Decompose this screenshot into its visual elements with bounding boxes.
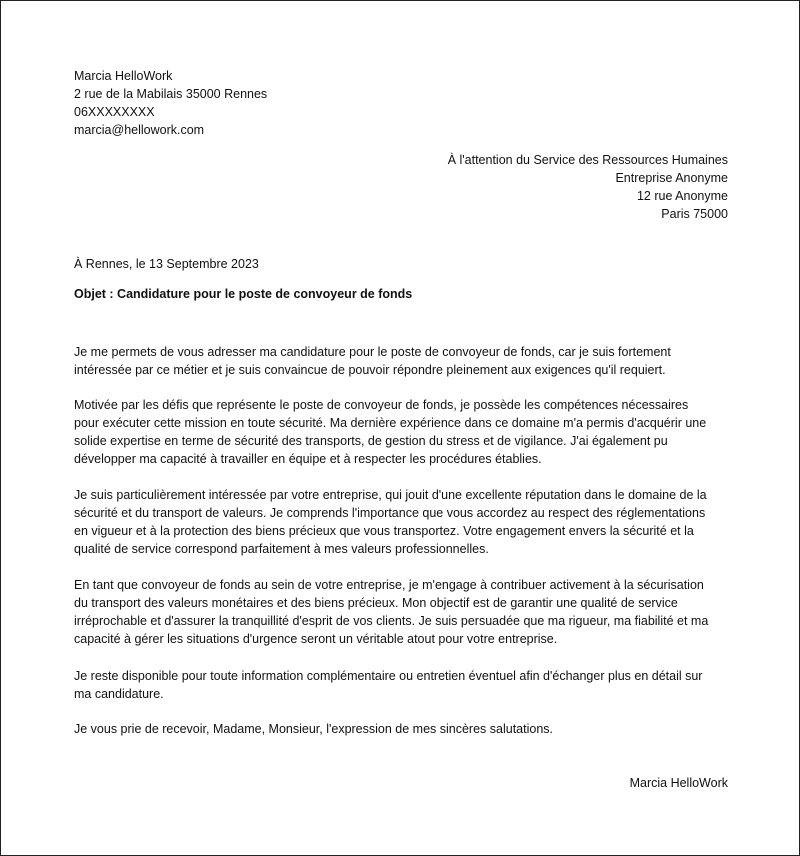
subject-line: Objet : Candidature pour le poste de convoyeur de fonds [74, 287, 413, 301]
paragraph-line: du transport des valeurs monétaires et des biens précieux. Mon objectif est de garantir une qualité de service [74, 596, 678, 610]
recipient-attention: À l'attention du Service des Ressources Humaines [447, 153, 728, 167]
paragraph-line: en vigueur et à la protection des biens précieux que vous transportez. Votre engagement envers la sécurité et la [74, 524, 694, 538]
signature: Marcia HelloWork [629, 776, 728, 790]
paragraph-5 [74, 667, 744, 703]
paragraph-1 [74, 343, 744, 379]
recipient-city: Paris 75000 [661, 207, 728, 221]
paragraph-line: développer ma capacité à travailler en équipe et à respecter les procédures établies. [74, 452, 542, 466]
paragraph-line: Motivée par les défis que représente le poste de convoyeur de fonds, je possède les compétences nécessaires [74, 398, 689, 412]
paragraph-3 [74, 486, 744, 558]
paragraph-line: sécurité et du transport de valeurs. Je comprends l'importance que vous accordez au respect des réglementations [74, 506, 706, 520]
sender-phone: 06XXXXXXXX [74, 105, 155, 119]
paragraph-6 [74, 720, 744, 738]
paragraph-line: Je reste disponible pour toute information complémentaire ou entretien éventuel afin d'échanger plus en détail sur [74, 669, 703, 683]
paragraph-line: Je vous prie de recevoir, Madame, Monsieur, l'expression de mes sincères salutations. [74, 722, 554, 736]
sender-address: 2 rue de la Mabilais 35000 Rennes [74, 87, 268, 101]
paragraph-line: Je suis particulièrement intéressée par votre entreprise, qui jouit d'une excellente réputation dans le domaine de la [74, 488, 707, 502]
recipient-street: 12 rue Anonyme [636, 189, 728, 203]
paragraph-line: qualité de service correspond parfaitement à mes valeurs professionnelles. [74, 542, 489, 556]
paragraph-line: solide expertise en terme de sécurité des transports, de gestion du stress et de vigilance. J'ai également pu [74, 434, 668, 448]
paragraph-4 [74, 576, 744, 648]
paragraph-line: intéressée par ce métier et je suis convaincue de pouvoir répondre pleinement aux exigences qu'il requiert. [74, 363, 666, 377]
paragraph-line: ma candidature. [74, 687, 164, 701]
paragraph-line: En tant que convoyeur de fonds au sein de votre entreprise, je m'engage à contribuer activement à la sécurisation [74, 578, 704, 592]
paragraph-line: irréprochable et d'assurer la tranquillité d'esprit de vos clients. Je suis persuadée que ma rigueur, ma fiabilité et ma [74, 614, 709, 628]
sender-email: marcia@hellowork.com [74, 123, 205, 137]
paragraph-line: capacité à gérer les situations d'urgence seront un véritable atout pour votre entreprise. [74, 632, 558, 646]
paragraph-line: Je me permets de vous adresser ma candidature pour le poste de convoyeur de fonds, car je suis fortement [74, 345, 671, 359]
paragraph-2 [74, 396, 744, 468]
recipient-company: Entreprise Anonyme [615, 171, 728, 185]
sender-name: Marcia HelloWork [74, 69, 173, 83]
place-date: À Rennes, le 13 Septembre 2023 [74, 257, 259, 271]
paragraph-line: pour exécuter cette mission en toute sécurité. Ma dernière expérience dans ce domaine m'a permis d'acquérir une [74, 416, 707, 430]
